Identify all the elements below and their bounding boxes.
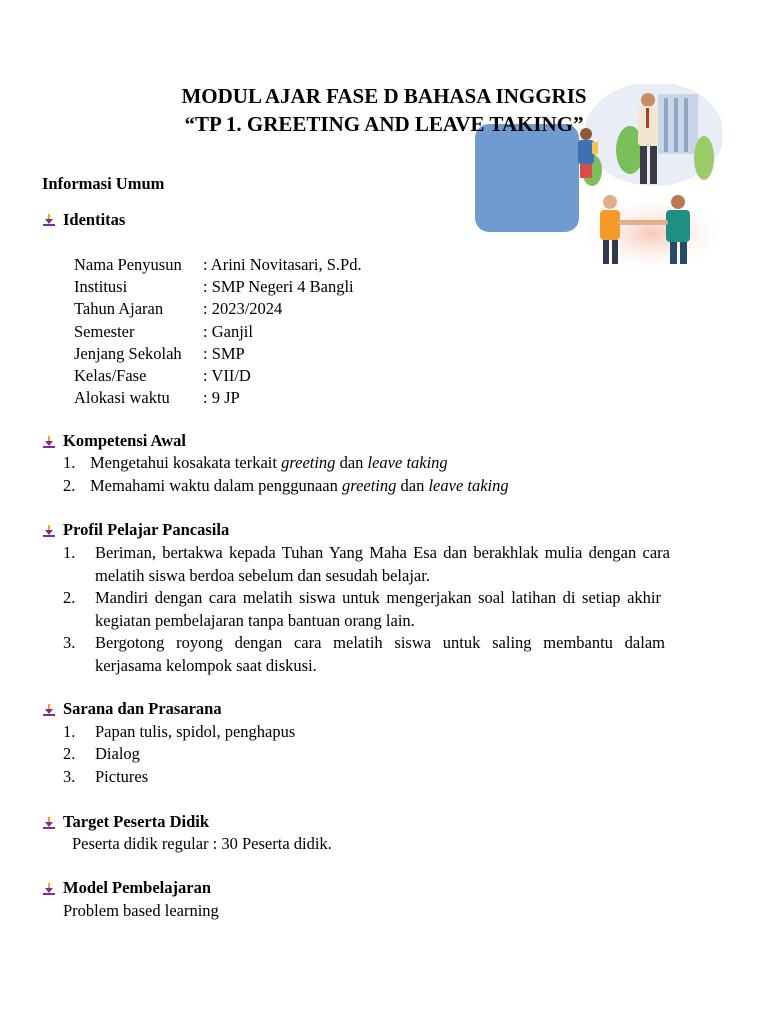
list-number: 1. bbox=[63, 543, 76, 562]
bullet-arrow-icon bbox=[42, 524, 56, 538]
bullet-arrow-icon bbox=[42, 882, 56, 896]
list-number: 3. bbox=[63, 633, 76, 652]
list-item: Memahami waktu dalam penggunaan greeting dan leave taking bbox=[90, 476, 509, 495]
identitas-label: Nama Penyusun bbox=[74, 255, 182, 274]
bullet-arrow-icon bbox=[42, 213, 56, 227]
bullet-arrow-icon bbox=[42, 703, 56, 717]
list-number: 1. bbox=[63, 722, 76, 741]
bullet-arrow-icon bbox=[42, 816, 56, 830]
identitas-label: Tahun Ajaran bbox=[74, 299, 164, 318]
identitas-value: : Arini Novitasari, S.Pd. bbox=[203, 255, 362, 274]
list-item: Papan tulis, spidol, penghapus bbox=[95, 722, 296, 741]
list-number: 2. bbox=[63, 588, 76, 607]
identitas-value: : Ganjil bbox=[203, 322, 253, 341]
list-number: 1. bbox=[63, 453, 76, 472]
identitas-label: Institusi bbox=[74, 277, 128, 296]
document-title: MODUL AJAR FASE D BAHASA INGGRIS bbox=[181, 84, 587, 108]
list-number: 2. bbox=[63, 476, 76, 495]
list-item: Dialog bbox=[95, 744, 140, 763]
target-heading: Target Peserta Didik bbox=[63, 812, 210, 831]
list-item: Beriman, bertakwa kepada Tuhan Yang Maha Esa dan berakhlak mulia dengan cara melatih siswa berdoa sebelum dan sesudah belajar. bbox=[95, 543, 670, 585]
target-text: Peserta didik regular : 30 Peserta didik. bbox=[72, 834, 332, 853]
list-number: 2. bbox=[63, 744, 76, 763]
profil-heading: Profil Pelajar Pancasila bbox=[63, 520, 230, 539]
identitas-label: Alokasi waktu bbox=[74, 388, 170, 407]
identitas-label: Semester bbox=[74, 322, 135, 341]
section-heading: Informasi Umum bbox=[42, 174, 165, 193]
identitas-heading: Identitas bbox=[63, 210, 126, 229]
identitas-value: : SMP bbox=[203, 344, 245, 363]
identitas-value: : VII/D bbox=[203, 366, 251, 385]
bullet-arrow-icon bbox=[42, 435, 56, 449]
model-heading: Model Pembelajaran bbox=[63, 878, 212, 897]
sarana-heading: Sarana dan Prasarana bbox=[63, 699, 222, 718]
identitas-value: : 2023/2024 bbox=[203, 299, 283, 318]
kompetensi-heading: Kompetensi Awal bbox=[63, 431, 186, 450]
list-item: Bergotong royong dengan cara melatih siswa untuk saling membantu dalam kerjasama kelompok saat diskusi. bbox=[95, 633, 665, 675]
identitas-value: : 9 JP bbox=[203, 388, 240, 407]
list-number: 3. bbox=[63, 767, 76, 786]
identitas-value: : SMP Negeri 4 Bangli bbox=[203, 277, 354, 296]
identitas-label: Kelas/Fase bbox=[74, 366, 147, 385]
list-item: Mengetahui kosakata terkait greeting dan leave taking bbox=[90, 453, 448, 472]
list-item: Mandiri dengan cara melatih siswa untuk mengerjakan soal latihan di setiap akhir kegiatan pembelajaran tanpa bantuan orang lain. bbox=[95, 588, 661, 630]
list-item: Pictures bbox=[95, 767, 149, 786]
identitas-label: Jenjang Sekolah bbox=[74, 344, 182, 363]
model-text: Problem based learning bbox=[63, 901, 219, 920]
document-subtitle: “TP 1. GREETING AND LEAVE TAKING” bbox=[184, 112, 584, 136]
